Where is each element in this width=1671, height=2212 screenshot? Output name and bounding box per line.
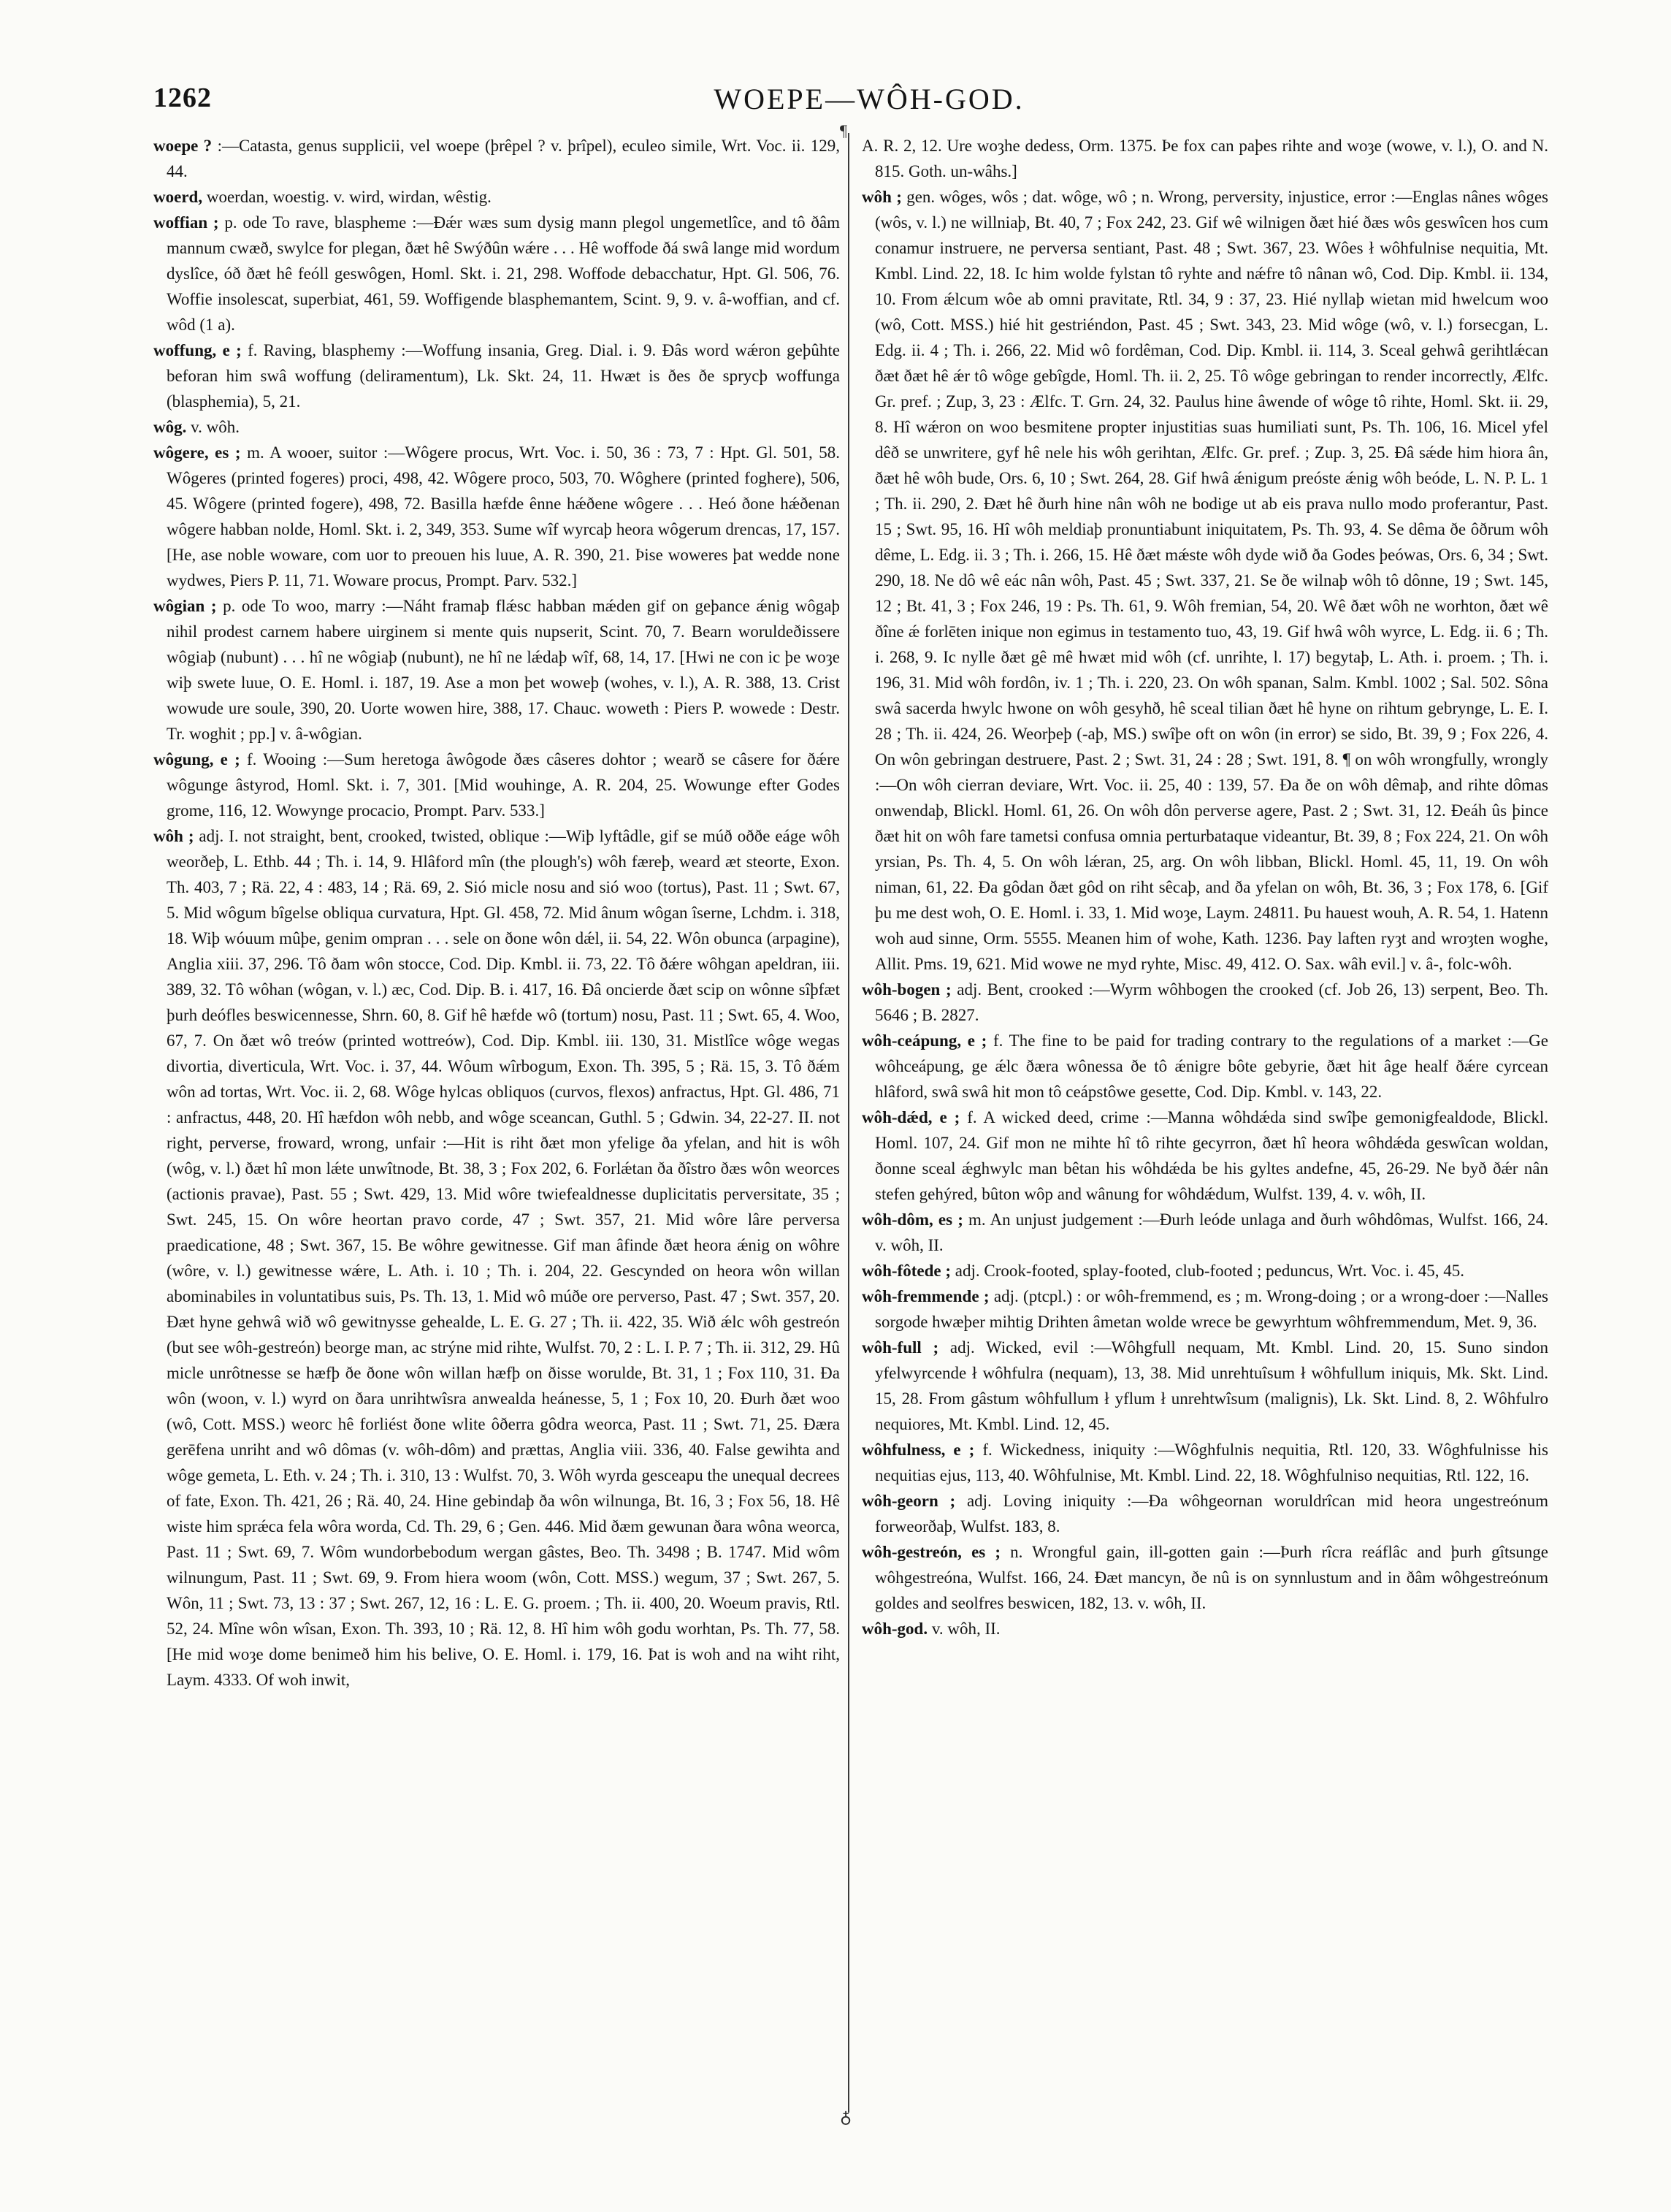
entry-headword: wôgere, es ;: [153, 443, 241, 462]
column-rule: [848, 133, 849, 2113]
entry-text: adj. I. not straight, bent, crooked, twisted, oblique :—Wiþ lyftâdle, gif se múð oððe eáge wôh weorðeþ, L. Ethb. 44 ; Th. i. 14, 9. Hlâford mîn (the plough's) wôh færeþ, weard æt steorte, Exon. Th. 403, 7 ; Rä. 22, 4 : 483, 14 ; Rä. 69, 2. Sió micle nosu and sió woo (tortus), Past. 11 ; Swt. 67, 5. Mid wôgum bîgelse obliqua curvatura, Hpt. Gl. 458, 72. Mid ânum wôgan îserne, Lchdm. i. 318, 18. Wiþ wóuum mûþe, genim ompran . . . sele on ðone wôn dǽl, ii. 54, 22. Wôn obunca (arpagine), Anglia xiii. 37, 296. Tô ðam wôn stocce, Cod. Dip. Kmbl. ii. 73, 22. Tô ðǽre wôhgan apeldran, iii. 389, 32. Tô wôhan (wôgan, v. l.) æc, Cod. Dip. B. i. 417, 16. Ðâ oncierde ðæt scip on wônne sîþfæt þurh deófles beswicennesse, Shrn. 60, 8. Gif hê hæfde wô (tortum) nosu, Past. 11 ; Swt. 65, 4. Woo, 67, 7. On ðæt wô treów (printed wottreów), Cod. Dip. Kmbl. iii. 130, 31. Mistlîce wôge wegas divortia, diverticula, Wrt. Voc. i. 37, 44. Wôum wîrbogum, Exon. Th. 395, 5 ; Rä. 15, 3. Tô ðǽm wôn ad tortas, Wrt. Voc. ii. 2, 68. Wôge hylcas obliquos (curvos, flexos) anfractus, Hpt. Gl. 486, 71 : anfractus, 448, 20. Hî hæfdon wôh nebb, and wôge sceancan, Guthl. 5 ; Gdwin. 34, 22-27. II. not right, perverse, froward, wrong, unfair :—Hit is riht ðæt mon yfelige ða yfelan, and hit is wôh (wôg, v. l.) ðæt hî mon lǽte unwîtnode, Bt. 38, 3 ; Fox 202, 6. Forlǽtan ða ðîstro ðæs wôn weorces (actionis pravae), Past. 55 ; Swt. 429, 13. Mid wôre twiefealdnesse duplicitatis perversitate, 35 ; Swt. 245, 15. On wôre heortan pravo corde, 47 ; Swt. 357, 21. Mid wôre lâre perversa praedicatione, 48 ; Swt. 367, 15. Be wôhre gewitnesse. Gif man âfinde ðæt heora ǽnig on wôhre (wôre, v. l.) gewitnesse wǽre, L. Ath. i. 10 ; Th. i. 204, 22. Gescynded on heora wôn willan abominabiles in voluntatibus suis, Ps. Th. 13, 1. Mid wô múðe ore perverso, Past. 47 ; Swt. 357, 20. Ðæt hyne gehwâ wið wô gewitnysse gehealde, L. E. G. 27 ; Th. ii. 422, 35. Wið ǽlc wôh gestreón (but see wôh-gestreón) beorge man, ac strýne mid rihte, Wulfst. 70, 2 : L. I. P. 7 ; Th. ii. 312, 29. Hû micle unrôtnesse se hæfþ ðe ðone wôn willan hæfþ on ðisse worulde, Bt. 31, 1 ; Fox 110, 31. Ða wôn (woon, v. l.) wyrd on ðara unrihtwîsra anwealda heánesse, 5, 1 ; Fox 10, 20. Ðurh ðæt woo (wô, Cott. MSS.) weorc hê forliést ðone wlite ôðerra gôdra weorca, Past. 11 ; Swt. 71, 25. Ðæra gerēfena unriht and wô dômas (v. wôh-dôm) and prættas, Anglia viii. 336, 40. False gewihta and wôge gemeta, L. Eth. v. 24 ; Th. i. 310, 13 : Wulfst. 70, 3. Wôh wyrda gesceapu the unequal decrees of fate, Exon. Th. 421, 26 ; Rä. 40, 24. Hine gebindaþ ða wôn wilnunga, Bt. 16, 3 ; Fox 56, 18. Hê wiste him sprǽca fela wôra worda, Cd. Th. 29, 6 ; Gen. 446. Mid ðæm gewunan ðara wôna weorca, Past. 11 ; Swt. 69, 7. Wôm wundorbebodum wergan gâstes, Beo. Th. 3498 ; B. 1747. Mid wôm wilnungum, Past. 11 ; Swt. 69, 9. From hiera woom (wôn, Cott. MSS.) wegum, 37 ; Swt. 267, 5. Wôn, 11 ; Swt. 73, 13 : 37 ; Swt. 267, 12, 16 : L. E. G. proem. ; Th. ii. 400, 20. Woeum pravis, Rtl. 52, 24. Mîne wôn wîsan, Exon. Th. 393, 10 ; Rä. 12, 8. Hî him wôh godu worhtan, Ps. Th. 77, 58. [He mid woȝe dome benimeð him his belive, O. E. Homl. i. 179, 16. Þat is woh and na wiht riht, Laym. 4333. Of woh inwit,: [167, 827, 840, 1689]
entry-headword: wôh-georn ;: [862, 1492, 956, 1510]
dictionary-entry: [862, 1539, 1548, 1616]
dictionary-entry: [862, 1284, 1548, 1335]
rule-ornament-top: ¶: [840, 121, 847, 140]
dictionary-entry: [153, 747, 840, 823]
entry-text: n. Wrongful gain, ill-gotten gain :—Þurh rîcra reáflâc and þurh gîtsunge wôhgestreóna, Wulfst. 166, 24. Ðæt mancyn, ðe nû is on synnlustum and in ðâm wôhgestreónum goldes and seolfres beswicen, 182, 13. v. wôh, II.: [875, 1543, 1548, 1612]
dictionary-entry: [153, 337, 840, 414]
page-header: [153, 82, 1585, 123]
entry-text: adj. Wicked, evil :—Wôhgfull nequam, Mt. Kmbl. Lind. 20, 15. Suno sindon yfelwyrcende ł wôhfulra (nequam), 13, 38. Mid unrehtuîsum ł wôhfullum iniquis, Mk. Skt. Lind. 15, 28. From gâstum wôhfullum ł yflum ł unrehtwîsum (malignis), Lk. Skt. Lind. 8, 2. Wôhfulro nequiores, Mt. Kmbl. Lind. 12, 45.: [875, 1338, 1548, 1433]
entry-headword: wôh-dǽd, e ;: [862, 1108, 960, 1126]
entry-headword: woffung, e ;: [153, 341, 242, 359]
dictionary-entry: [153, 823, 840, 1693]
dictionary-entry: [862, 133, 1548, 184]
entry-text: f. Raving, blasphemy :—Woffung insania, Greg. Dial. i. 9. Ðâs word wǽron geþûhte beforan him swâ woffung (deliramentum), Lk. Skt. 24, 11. Hwæt is ðes ðe sprycþ woffunga (blasphemia), 5, 21.: [167, 341, 840, 411]
entry-text: f. Wooing :—Sum heretoga âwôgode ðæs câseres dohtor ; wearð se câsere for ðǽre wôgunge âstyrod, Homl. Skt. i. 7, 301. [Mid wouhinge, A. R. 204, 25. Wowunge efter Godes grome, 116, 12. Wowynge procacio, Prompt. Parv. 533.]: [167, 750, 840, 820]
dictionary-entry: [862, 184, 1548, 977]
entry-headword: wôh-bogen ;: [862, 980, 952, 999]
entry-headword: wôh-full ;: [862, 1338, 939, 1357]
entry-text: adj. (ptcpl.) : or wôh-fremmend, es ; m. Wrong-doing ; or a wrong-doer :—Nalles sorgode hwæþer mihtig Drihten âmetan wolde wrece be gewyrhtum wôhfremmendum, Met. 9, 36.: [875, 1287, 1548, 1331]
dictionary-entry: [862, 1335, 1548, 1437]
dictionary-entry: [153, 210, 840, 337]
entry-text: :—Catasta, genus supplicii, vel woepe (þrêpel ? v. þrîpel), eculeo simile, Wrt. Voc. ii. 129, 44.: [167, 137, 840, 180]
dictionary-entry: [862, 1616, 1548, 1641]
dictionary-entry: [862, 1207, 1548, 1258]
entry-text: adj. Bent, crooked :—Wyrm wôhbogen the crooked (cf. Job 26, 13) serpent, Beo. Th. 5646 ; B. 2827.: [875, 980, 1548, 1024]
entry-headword: wôh ;: [153, 827, 194, 845]
page-number: 1262: [153, 83, 212, 113]
entry-headword: wôg.: [153, 418, 187, 436]
page-title: WOEPE—WÔH-GOD.: [714, 83, 1025, 115]
entry-headword: wôh-god.: [862, 1620, 928, 1638]
dictionary-entry: [862, 1488, 1548, 1539]
entry-headword: wôgian ;: [153, 597, 217, 615]
entry-text: adj. Loving iniquity :—Ða wôhgeornan woruldrîcan mid heora ungestreónum forweorðaþ, Wulfst. 183, 8.: [875, 1492, 1548, 1536]
dictionary-entry: [862, 977, 1548, 1028]
dictionary-entry: [153, 440, 840, 593]
entry-headword: wôh-gestreón, es ;: [862, 1543, 1001, 1561]
dictionary-entry: [153, 184, 840, 210]
entry-headword: woerd,: [153, 188, 203, 206]
dictionary-entry: [862, 1105, 1548, 1207]
entry-text: woerdan, woestig. v. wird, wirdan, wêstig.: [206, 188, 492, 206]
entry-text: adj. Crook-footed, splay-footed, club-footed ; peduncus, Wrt. Voc. i. 45, 45.: [955, 1262, 1465, 1280]
entry-text: m. A wooer, suitor :—Wôgere procus, Wrt. Voc. i. 50, 36 : 73, 7 : Hpt. Gl. 501, 58. Wôgeres (printed fogeres) proci, 498, 42. Wôgere proco, 503, 70. Wôghere (printed foghere), 506, 45. Wôgere (printed fogere), 498, 72. Basilla hæfde ênne hǽðene wôgere . . . Heó ðone hǽðenan wôgere habban nolde, Homl. Skt. i. 2, 349, 353. Sume wîf wyrcaþ heora wôgerum drencas, 17, 157. [He, ase noble woware, com uor to preouen his luue, A. R. 390, 21. Þise woweres þat wedde none wydwes, Piers P. 11, 71. Woware procus, Prompt. Parv. 532.]: [167, 443, 840, 590]
entry-text: p. ode To rave, blaspheme :—Ðǽr wæs sum dysig mann plegol ungemetlîce, and tô ðâm mannum cwæð, swylce for plegan, ðæt hê Swýðûn wǽre . . . Hê woffode ðá swâ lange mid wordum dyslîce, óð ðæt hê feóll geswôgen, Homl. Skt. i. 21, 298. Woffode debacchatur, Hpt. Gl. 506, 76. Woffie insolescat, superbiat, 461, 59. Woffigende blasphemantem, Scint. 9, 9. v. â-woffian, and cf. wôd (1 a).: [167, 213, 840, 334]
entry-headword: wôh-ceápung, e ;: [862, 1031, 987, 1050]
entry-text: m. An unjust judgement :—Ðurh leóde unlaga and ðurh wôhdômas, Wulfst. 166, 24. v. wôh, II.: [875, 1210, 1548, 1254]
entry-headword: wôh-dôm, es ;: [862, 1210, 963, 1229]
entry-text: f. The fine to be paid for trading contrary to the regulations of a market :—Ge wôhceápung, ge ǽlc ðæra wônessa ðe tô ǽnigre bôte gebyrie, ðæt hit âge healf ðǽre cyrcean hlâford, swâ swâ hit mon tô ceápstôwe gesette, Cod. Dip. Kmbl. v. 143, 22.: [875, 1031, 1548, 1101]
entry-headword: wôgung, e ;: [153, 750, 240, 769]
entry-text: v. wôh, II.: [931, 1620, 1001, 1638]
entry-headword: woepe ?: [153, 137, 213, 155]
dictionary-entry: [153, 593, 840, 747]
entry-text: A. R. 2, 12. Ure woȝhe dedess, Orm. 1375. Þe fox can paþes rihte and woȝe (wowe, v. l.), O. and N. 815. Goth. un-wâhs.]: [862, 137, 1548, 180]
dictionary-entry: [153, 414, 840, 440]
rule-ornament-bottom: ♁: [840, 2108, 852, 2127]
entry-headword: wôh-fôtede ;: [862, 1262, 951, 1280]
entry-headword: wôh-fremmende ;: [862, 1287, 990, 1305]
right-column: [862, 133, 1548, 2149]
entry-text: p. ode To woo, marry :—Náht framaþ flǽsc habban mǽden gif on geþance ǽnig wôgaþ nihil prodest carnem habere uirginem si mente quis nupserit, Scint. 70, 7. Bearn woruldeðissere wôgiaþ (nubunt) . . . hî ne wôgiaþ (nubunt), ne hî ne lǽdaþ wîf, 68, 14, 17. [Hwi ne con ic þe woȝe wiþ swete luue, O. E. Homl. i. 187, 19. Ase a mon þet woweþ (wohes, v. l.), A. R. 388, 13. Crist wowude ure soule, 390, 20. Uorte wowen hire, 388, 17. Chauc. woweth : Piers P. wowede : Destr. Tr. woghit ; pp.] v. â-wôgian.: [167, 597, 840, 743]
entry-text: f. Wickedness, iniquity :—Wôghfulnis nequitia, Rtl. 120, 33. Wôghfulnisse his nequitias ejus, 113, 40. Wôhfulnise, Mt. Kmbl. Lind. 22, 18. Wôghfulniso nequitias, Rtl. 122, 16.: [875, 1441, 1548, 1484]
entry-headword: wôhfulness, e ;: [862, 1441, 975, 1459]
dictionary-entry: [153, 133, 840, 184]
entry-headword: wôh ;: [862, 188, 902, 206]
entry-headword: woffian ;: [153, 213, 219, 232]
left-column: [153, 133, 840, 2149]
dictionary-entry: [862, 1028, 1548, 1105]
dictionary-entry: [862, 1258, 1548, 1284]
entry-text: v. wôh.: [191, 418, 240, 436]
entry-text: f. A wicked deed, crime :—Manna wôhdǽda sind swîþe gemonigfealdode, Blickl. Homl. 107, 24. Gif mon ne mihte hî tô rihte gecyrron, ðæt hî heora wôhdǽda geswîcan woldan, ðonne sceal ǽghwylc man bêtan his wôhdǽda be his gyltes andefne, 45, 26-29. Ne byð ðǽr nân stefen gehýred, bûton wôp and wânung for wôhdǽdum, Wulfst. 139, 4. v. wôh, II.: [875, 1108, 1548, 1203]
entry-text: gen. wôges, wôs ; dat. wôge, wô ; n. Wrong, perversity, injustice, error :—Englas nânes wôges (wôs, v. l.) ne willniaþ, Bt. 40, 7 ; Fox 242, 23. Gif wê wilnigen ðæt hié ðæs wôs geswîcen hos cum conamur instruere, ne perversa sentiant, Past. 48 ; Swt. 367, 23. Wôes ł wôhfulnise nequitia, Mt. Kmbl. Lind. 22, 18. Ic him wolde fylstan tô ryhte and nǽfre tô nânan wô, Cod. Dip. Kmbl. ii. 134, 10. From ǽlcum wôe ab omni pravitate, Rtl. 34, 9 : 37, 23. Hié nyllaþ wietan mid hwelcum woo (wô, Cott. MSS.) hié hit gestriéndon, Past. 45 ; Swt. 343, 23. Mid wôge (wô, v. l.) forsecgan, L. Edg. ii. 4 ; Th. i. 266, 22. Mid wô fordêman, Cod. Dip. Kmbl. ii. 114, 3. Sceal gehwâ gerihtlǽcan ðæt ðæt hê ǽr tô wôge gebîgde, Homl. Th. ii. 2, 25. Tô wôge gebringan to render incorrectly, Ælfc. Gr. pref. ; Zup, 3, 23 : Ælfc. T. Grn. 24, 32. Paulus hine âwende of wôge tô rihte, Homl. Skt. ii. 29, 8. Hî wǽron on woo besmitene propter injustitias suas humiliati sunt, Ps. Th. 106, 16. Micel yfel dêð se unwritere, gyf hê nele his wôh gerihtan, Ælfc. Gr. pref. ; Zup. 3, 25. Ðâ sǽde him hiora ân, ðæt hê wôh bude, Ors. 6, 10 ; Swt. 264, 28. Gif hwâ ǽnigum preóste ǽnig wôh beóde, L. N. P. L. 1 ; Th. ii. 290, 2. Ðæt hê ðurh hine nân wôh ne bodige ut ab eis prava nullo modo proferantur, Past. 15 ; Swt. 95, 16. Hî wôh meldiaþ pronuntiabunt iniquitatem, Ps. Th. 93, 4. Se dêma ðe ôðrum wôh dême, L. Edg. ii. 3 ; Th. i. 266, 15. Hê ðæt mǽste wôh dyde wið ða Godes þeówas, Ors. 6, 34 ; Swt. 290, 18. Ne dô wê eác nân wôh, Past. 45 ; Swt. 337, 21. Se ðe wilnaþ wôh tô dônne, 19 ; Swt. 145, 12 ; Bt. 41, 3 ; Fox 246, 19 : Ps. Th. 61, 9. Wôh fremian, 54, 20. Wê ðæt wôh ne worhton, ðæt wê ðîne ǽ forlēten inique non egimus in testamento tuo, 43, 19. Gif hwâ wôh wyrce, L. Edg. ii. 6 ; Th. i. 268, 9. Ic nylle ðæt gê mê hwæt mid wôh (cf. unrihte, l. 17) begytaþ, L. Ath. i. proem. ; Th. i. 196, 31. Mid wôh fordôn, iv. 1 ; Th. i. 220, 23. On wôh spanan, Salm. Kmbl. 1002 ; Sal. 502. Sôna swâ sacerda hwylc hwone on wôh gesyhð, hê sceal tilian ðæt hê hyne on rihtum gebrynge, L. E. I. 28 ; Th. ii. 424, 26. Weorþeþ (-aþ, MS.) swîþe oft on wôn (in error) se sido, Bt. 39, 9 ; Fox 226, 4. On wôn gebringan destruere, Past. 2 ; Swt. 31, 24 : 28 ; Swt. 191, 8. ¶ on wôh wrongfully, wrongly :—On wôh cierran deviare, Wrt. Voc. ii. 25, 40 : 139, 57. Ða ðe on wôh dêmaþ, and rihte dômas onwendaþ, Blickl. Homl. 61, 26. On wôh dôn perverse agere, Past. 2 ; Swt. 31, 12. Ðeáh ûs þince ðæt hit on wôh fare tametsi confusa omnia perturbataque videantur, Bt. 39, 8 ; Fox 224, 21. On wôh yrsian, Ps. Th. 4, 5. On wôh lǽran, 25, arg. On wôh libban, Blickl. Homl. 45, 11, 19. On wôh niman, 61, 22. Ða gôdan ðæt gôd on riht sêcaþ, and ða yfelan on wôh, Bt. 36, 3 ; Fox 178, 6. [Gif þu me dest woh, O. E. Homl. i. 33, 1. Mid woȝe, Laym. 24811. Þu hauest wouh, A. R. 54, 1. Hatenn woh aud sinne, Orm. 5555. Meanen him of wohe, Kath. 1236. Þay laften ryȝt and wroȝten woghe, Allit. Pms. 19, 621. Mid wowe ne myd ryhte, Misc. 49, 412. O. Sax. wâh evil.] v. â-, folc-wôh.: [875, 188, 1548, 973]
dictionary-entry: [862, 1437, 1548, 1488]
